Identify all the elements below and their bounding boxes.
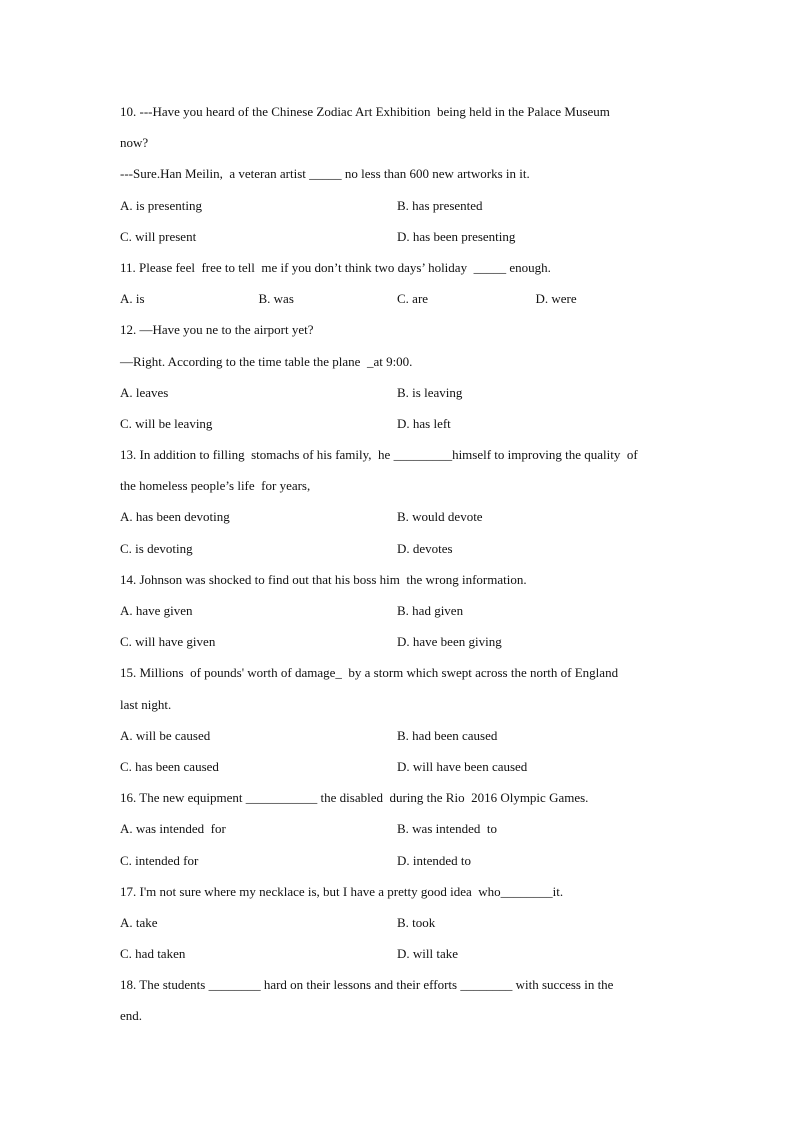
answer-option: C. has been caused — [120, 758, 219, 774]
options-row — [120, 225, 674, 256]
answer-option: A. have given — [120, 603, 193, 618]
answer-option: C. are — [397, 291, 429, 307]
answer-option: C. is devoting — [120, 540, 193, 556]
answer-option: A. take — [120, 914, 158, 930]
answer-option: D. have been giving — [397, 634, 502, 650]
options-row — [120, 849, 674, 880]
answer-option: C. had taken — [120, 946, 186, 962]
answer-option: C. will present — [120, 228, 197, 244]
options-row — [120, 724, 674, 755]
question-16-stem-line: 16. The new equipment ___________ the disabled during the Rio 2016 Olympic Games. — [120, 790, 589, 806]
options-row — [120, 412, 674, 443]
answer-option: D. intended to — [397, 852, 472, 868]
question-13-stem-line: the homeless people’s life for years, — [120, 478, 311, 494]
question-14-stem-line: 14. Johnson was shocked to find out that his boss him the wrong information. — [120, 571, 527, 587]
options-row — [120, 505, 674, 536]
options-row — [120, 817, 674, 848]
options-row — [120, 537, 674, 568]
answer-option: A. was intended for — [120, 821, 226, 837]
answer-option: C. will have given — [120, 634, 216, 650]
question-10-stem-line: 10. ---Have you heard of the Chinese Zodiac Art Exhibition being held in the Palace Museum — [120, 104, 610, 119]
question-18-stem-line: end. — [120, 1008, 143, 1024]
question-15-stem-line: 15. Millions of pounds' worth of damage_ by a storm which swept across the north of England — [120, 665, 619, 681]
answer-option: D. has been presenting — [397, 228, 516, 244]
options-row — [120, 381, 674, 412]
options-row — [120, 599, 674, 630]
options-row — [120, 287, 674, 318]
options-row — [120, 942, 674, 973]
answer-option: A. leaves — [120, 384, 169, 400]
answer-option: D. devotes — [397, 540, 453, 556]
options-row — [120, 911, 674, 942]
options-row — [120, 194, 674, 225]
answer-option: B. was intended to — [397, 821, 498, 837]
answer-option: D. will take — [397, 946, 459, 962]
question-15-stem-line: last night. — [120, 696, 172, 712]
answer-option: B. is leaving — [397, 384, 463, 400]
question-13-stem-line: 13. In addition to filling stomachs of his family, he _________himself to improving the quality of — [120, 447, 638, 463]
question-17-stem-line: 17. I'm not sure where my necklace is, but I have a pretty good idea who________it. — [120, 883, 564, 899]
answer-option: D. will have been caused — [397, 758, 528, 774]
options-row — [120, 630, 674, 661]
answer-option: B. has presented — [397, 197, 483, 213]
question-12-stem-line: 12. —Have you ne to the airport yet? — [120, 322, 314, 338]
answer-option: B. was — [258, 291, 294, 307]
answer-option: C. will be leaving — [120, 415, 213, 431]
answer-option: B. had been caused — [397, 727, 498, 743]
question-10-stem-line: ---Sure.Han Meilin, a veteran artist _____ no less than 600 new artworks in it. — [120, 166, 530, 182]
answer-option: A. is — [120, 291, 145, 307]
answer-option: C. intended for — [120, 852, 199, 868]
answer-option: A. has been devoting — [120, 509, 230, 525]
question-11-stem-line: 11. Please feel free to tell me if you don’t think two days’ holiday _____ enough. — [120, 259, 551, 275]
question-12-stem-line: —Right. According to the time table the plane _at 9:00. — [120, 353, 413, 369]
question-18-stem-line: 18. The students ________ hard on their lessons and their efforts ________ with success in the — [120, 977, 614, 993]
options-row — [120, 755, 674, 786]
answer-option: D. were — [535, 291, 577, 307]
answer-option: A. will be caused — [120, 727, 211, 743]
answer-option: B. had given — [397, 603, 464, 618]
answer-option: A. is presenting — [120, 197, 202, 213]
question-10-stem-line: now? — [120, 135, 149, 151]
answer-option: B. took — [397, 914, 436, 930]
answer-option: D. has left — [397, 415, 451, 431]
answer-option: B. would devote — [397, 509, 483, 525]
